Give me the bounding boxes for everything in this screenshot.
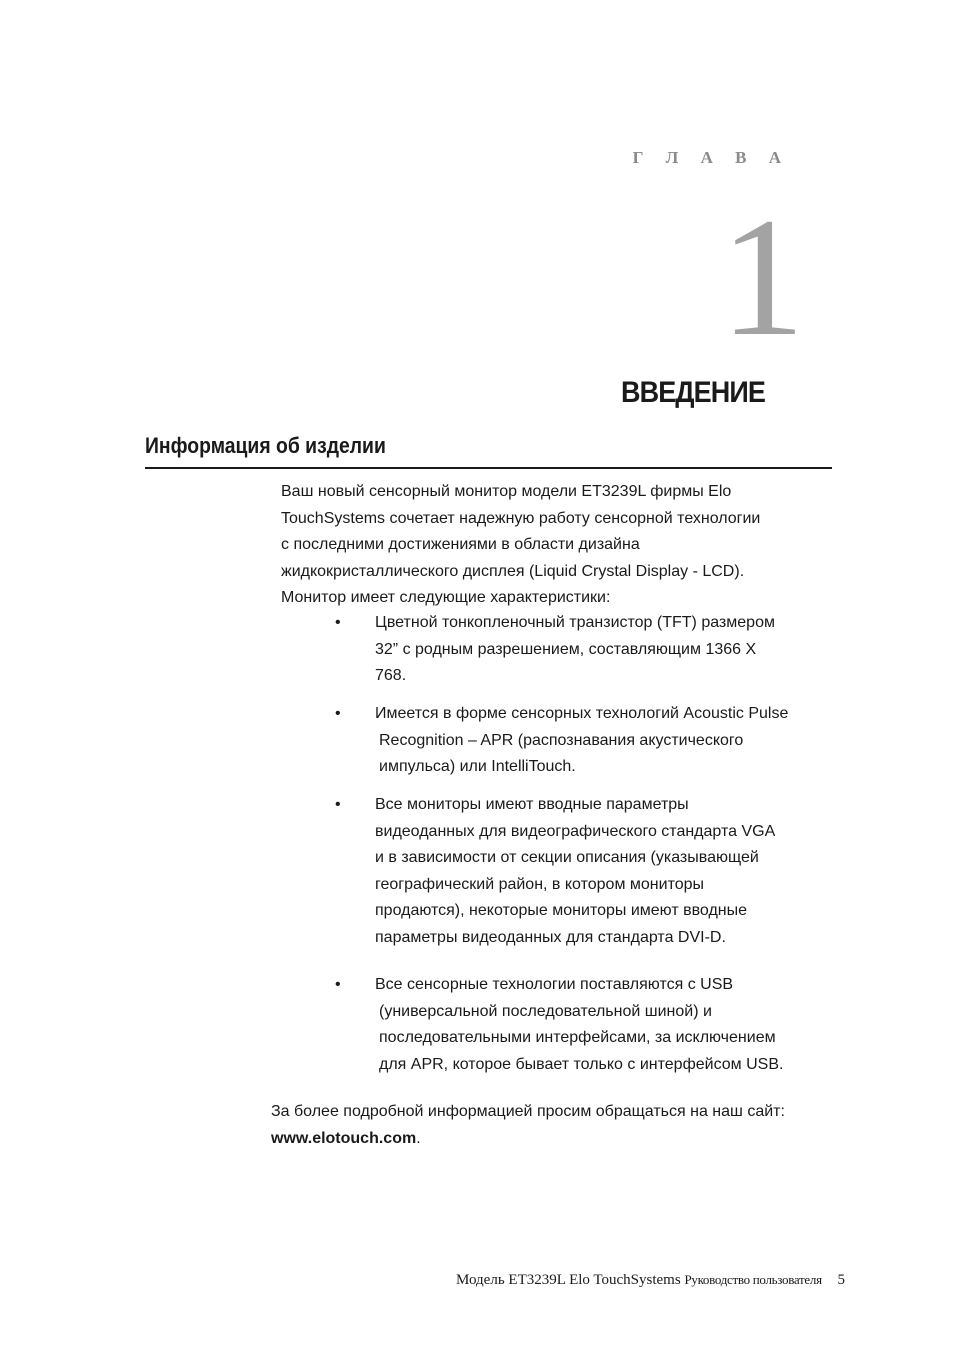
intro-line: TouchSystems сочетает надежную работу сенсорной технологии (281, 509, 761, 527)
bullet-line: и в зависимости от секции описания (указывающей (375, 849, 759, 866)
website-link[interactable]: www.elotouch.com (271, 1129, 417, 1147)
contact-text: За более подробной информацией просим обращаться на наш сайт: (271, 1103, 785, 1120)
bullet-marker: • (335, 796, 341, 813)
bullet-line: последовательными интерфейсами, за исключением (379, 1029, 776, 1046)
chapter-label: Г Л А В А (632, 148, 790, 167)
bullet-line: видеоданных для видеографического стандарта VGA (375, 822, 776, 840)
intro-line: жидкокристаллического дисплея (Liquid Crystal Display - LCD). (281, 562, 745, 580)
bullet-marker: • (335, 705, 341, 722)
bullet-line: Имеется в форме сенсорных технологий Acoustic Pulse (375, 705, 789, 722)
chapter-number: 1 (720, 183, 805, 371)
footer-model: Модель ET3239L Elo TouchSystems (456, 1272, 681, 1288)
bullet-line: 768. (375, 667, 407, 684)
chapter-title: ВВЕДЕНИЕ (621, 376, 765, 409)
bullet-line: параметры видеоданных для стандарта DVI-D. (375, 928, 726, 946)
bullet-marker: • (335, 976, 341, 993)
page-footer (456, 1272, 845, 1289)
intro-line: с последними достижениями в области дизайна (281, 536, 640, 553)
section-heading: Информация об изделии (145, 433, 386, 458)
bullet-line: Цветной тонкопленочный транзистор (TFT) размером (375, 614, 775, 631)
bullet-line: 32” с родным разрешением, составляющим 1366 X (375, 640, 757, 658)
intro-paragraph (281, 479, 841, 612)
bullet-line: Все мониторы имеют вводные параметры (375, 796, 689, 813)
bullet-line: (универсальной последовательной шиной) и (379, 1002, 712, 1020)
contact-trailing: . (416, 1129, 421, 1147)
page-number: 5 (837, 1272, 845, 1288)
contact-paragraph (271, 1099, 851, 1152)
section-divider (145, 467, 832, 469)
bullet-line: для APR, которое бывает только с интерфейсом USB. (379, 1055, 784, 1073)
bullet-line: Recognition – APR (распознавания акустического (379, 731, 744, 749)
bullet-line: импульса) или IntelliTouch. (379, 758, 576, 775)
bullet-line: географический район, в котором мониторы (375, 875, 705, 893)
footer-guide: Руководство пользователя (684, 1272, 822, 1287)
intro-line: Ваш новый сенсорный монитор модели ET3239L фирмы Elo (281, 483, 732, 500)
bullet-line: Все сенсорные технологии поставляются с USB (375, 976, 734, 993)
bullet-line: продаются), некоторые мониторы имеют вводные (375, 902, 748, 919)
bullet-marker: • (335, 614, 341, 631)
intro-line: Монитор имеет следующие характеристики: (281, 589, 611, 606)
